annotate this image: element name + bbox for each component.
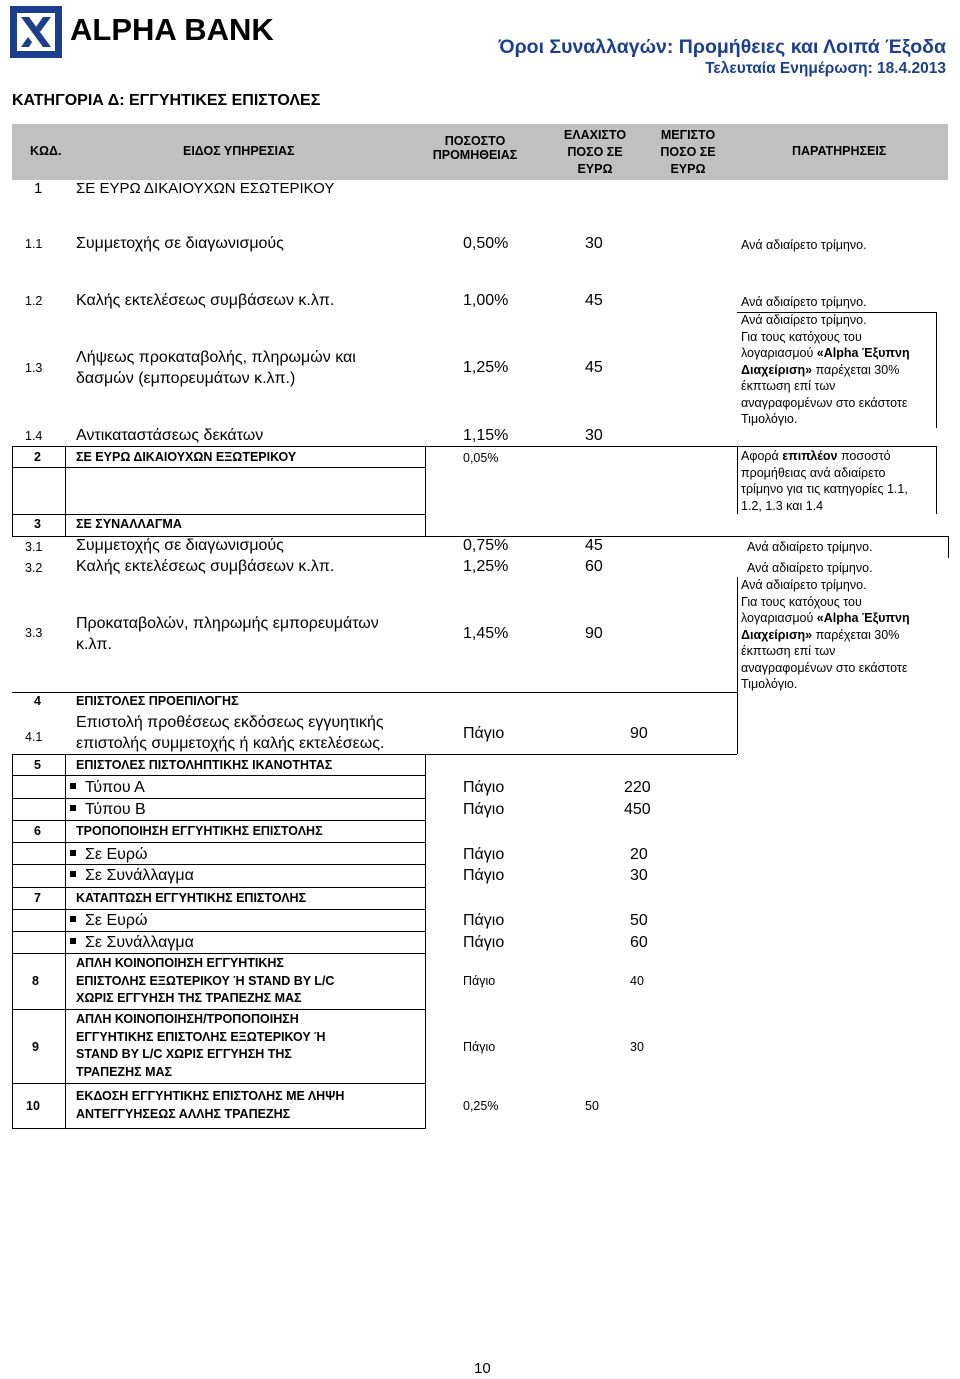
section-4-top-border: [12, 692, 737, 693]
row-1-3-service-line-2: δασμών (εμπορευμάτων κ.λπ.): [76, 370, 296, 387]
section-10-top-border: [12, 1083, 426, 1084]
lower-table-right-border: [425, 754, 426, 1128]
row-4-1-max: 90: [630, 725, 648, 742]
section-3-left-border: [12, 514, 13, 536]
row-7-fx-max: 60: [630, 934, 648, 951]
row-3-1-rate: 0,75%: [463, 537, 509, 554]
section-10-code: 10: [26, 1099, 40, 1113]
section-9-rate: Πάγιο: [463, 1040, 496, 1054]
section-6-top-border: [12, 820, 426, 821]
row-3-2-note: Ανά αδιαίρετο τρίμηνο.: [747, 561, 873, 575]
row-6-euro-max: 20: [630, 846, 648, 863]
section-2-rate: 0,05%: [463, 451, 499, 465]
row-1-4-min: 30: [585, 427, 603, 444]
row-5-type-b-rate: Πάγιο: [463, 801, 505, 818]
section-3-title: ΣΕ ΣΥΝΑΛΛΑΓΜΑ: [76, 517, 182, 531]
row-1-2-code: 1.2: [25, 294, 43, 308]
section-9-max: 30: [630, 1040, 644, 1054]
section-2-left-border: [12, 446, 13, 514]
row-5-type-a-rate: Πάγιο: [463, 779, 505, 796]
section-10-rate: 0,25%: [463, 1099, 499, 1113]
column-header-service: ΕΙΔΟΣ ΥΠΗΡΕΣΙΑΣ: [183, 144, 295, 158]
brand-name: ALPHA BANK: [70, 12, 274, 47]
section-2-notes-border: [737, 446, 738, 514]
section-7-code: 7: [34, 891, 41, 905]
lower-table-left-border: [12, 754, 13, 1128]
row-5-divider: [12, 798, 426, 799]
row-7-euro: Σε Ευρώ: [70, 912, 147, 930]
column-header-min: ΕΛΑΧΙΣΤΟ ΠΟΣΟ ΣΕ ΕΥΡΩ: [563, 128, 627, 176]
section-1-title: ΣΕ ΕΥΡΩ ΔΙΚΑΙΟΥΧΩΝ ΕΣΩΤΕΡΙΚΟΥ: [76, 180, 335, 197]
section-5-title: ΕΠΙΣΤΟΛΕΣ ΠΙΣΤΟΛΗΠΤΙΚΗΣ ΙΚΑΝΟΤΗΤΑΣ: [76, 758, 333, 772]
row-7-euro-max: 50: [630, 912, 648, 929]
section-7-title: ΚΑΤΑΠΤΩΣΗ ΕΓΓΥΗΤΙΚΗΣ ΕΠΙΣΤΟΛΗΣ: [76, 891, 307, 905]
row-1-2-note: Ανά αδιαίρετο τρίμηνο.: [741, 295, 867, 309]
section-7-top-border: [12, 887, 426, 888]
row-3-3-note: Ανά αδιαίρετο τρίμηνο. Για τους κατόχους του λογαριασμού «Alpha Έξυπνη Διαχείριση» παρέχεται 30% έκπτωση επί των αναγραφομένων στο εκάστοτε Τιμολόγιο.: [741, 578, 910, 691]
section-6-header-line: [12, 842, 426, 843]
row-3-1-min: 45: [585, 537, 603, 554]
row-1-4-code: 1.4: [25, 429, 43, 443]
note-box-1-3-right: [936, 312, 937, 428]
section-10-min: 50: [585, 1099, 599, 1113]
row-6-divider: [12, 864, 426, 865]
row-7-divider: [12, 931, 426, 932]
section-4-right-border: [737, 692, 738, 754]
document-title: Όροι Συναλλαγών: Προμήθειες και Λοιπά Έξοδα: [498, 36, 946, 58]
row-6-fx-rate: Πάγιο: [463, 867, 505, 884]
row-3-2-service: Καλής εκτελέσεως συμβάσεων κ.λπ.: [76, 558, 335, 575]
alpha-bank-logo: [10, 6, 62, 58]
section-5-header-line: [12, 775, 426, 776]
row-1-3-service-line-1: Λήψεως προκαταβολής, πληρωμών και: [76, 349, 356, 366]
row-3-1-service: Συμμετοχής σε διαγωνισμούς: [76, 537, 284, 554]
row-3-3-service-line-2: κ.λπ.: [76, 636, 112, 653]
row-5-type-b-max: 450: [624, 801, 651, 818]
row-3-2-min: 60: [585, 558, 603, 575]
row-3-3-code: 3.3: [25, 626, 43, 640]
row-1-3-min: 45: [585, 359, 603, 376]
row-1-2-service: Καλής εκτελέσεως συμβάσεων κ.λπ.: [76, 292, 335, 309]
row-1-4-rate: 1,15%: [463, 427, 509, 444]
row-3-1-right-border: [948, 536, 949, 558]
row-3-3-service-line-1: Προκαταβολών, πληρωμής εμπορευμάτων: [76, 615, 379, 632]
section-8-title: ΑΠΛΗ ΚΟΙΝΟΠΟΙΗΣΗ ΕΓΓΥΗΤΙΚΗΣ ΕΠΙΣΤΟΛΗΣ ΕΞΩΤΕΡΙΚΟΥ Ή STAND BY L/C ΧΩΡΙΣ ΕΓΓΥΗΣΗ ΤΗΣ ΤΡΑΠΕΖΗΣ ΜΑΣ: [76, 956, 335, 1005]
section-2-code-border: [65, 446, 66, 514]
page-number: 10: [474, 1360, 491, 1377]
row-3-3-rate: 1,45%: [463, 625, 509, 642]
row-1-3-note: Ανά αδιαίρετο τρίμηνο. Για τους κατόχους του λογαριασμού «Alpha Έξυπνη Διαχείριση» παρέχεται 30% έκπτωση επί των αναγραφομένων στο εκάστοτε Τιμολόγιο.: [741, 313, 910, 426]
row-1-2-rate: 1,00%: [463, 292, 509, 309]
section-10-title: ΕΚΔΟΣΗ ΕΓΓΥΗΤΙΚΗΣ ΕΠΙΣΤΟΛΗΣ ΜΕ ΛΗΨΗ ΑΝΤΕΓΓΥΗΣΕΩΣ ΑΛΛΗΣ ΤΡΑΠΕΖΗΣ: [76, 1089, 345, 1121]
row-6-euro: Σε Ευρώ: [70, 846, 147, 864]
row-1-2-min: 45: [585, 292, 603, 309]
section-6-title: ΤΡΟΠΟΠΟΙΗΣΗ ΕΓΓΥΗΤΙΚΗΣ ΕΠΙΣΤΟΛΗΣ: [76, 824, 323, 838]
section-5-code: 5: [34, 758, 41, 772]
section-9-code: 9: [32, 1040, 39, 1054]
row-4-1-rate: Πάγιο: [463, 725, 505, 742]
row-5-type-a-max: 220: [624, 779, 651, 796]
section-2-rate-border: [425, 446, 426, 514]
row-3-1-code: 3.1: [25, 540, 43, 554]
section-3-code-border: [65, 514, 66, 536]
row-5-type-a: Τύπου Α: [70, 779, 145, 797]
row-7-fx-rate: Πάγιο: [463, 934, 505, 951]
row-7-fx: Σε Συνάλλαγμα: [70, 934, 194, 952]
row-3-3-min: 90: [585, 625, 603, 642]
last-update: Τελευταία Ενημέρωση: 18.4.2013: [705, 60, 946, 77]
section-3-right-border: [425, 514, 426, 536]
section-8-top-border: [12, 953, 426, 954]
section-9-title: ΑΠΛΗ ΚΟΙΝΟΠΟΙΗΣΗ/ΤΡΟΠΟΠΟΙΗΣΗ ΕΓΓΥΗΤΙΚΗΣ ΕΠΙΣΤΟΛΗΣ ΕΞΩΤΕΡΙΚΟΥ Ή STAND BY L/C ΧΩΡΙΣ ΕΓΓΥΗΣΗ ΤΗΣ ΤΡΑΠΕΖΗΣ ΜΑΣ: [76, 1012, 326, 1079]
section-3-top-border: [12, 514, 426, 515]
section-4-title: ΕΠΙΣΤΟΛΕΣ ΠΡΟΕΠΙΛΟΓΗΣ: [76, 694, 239, 708]
row-4-1-service-line-2: επιστολής συμμετοχής ή καλής εκτελέσεως.: [76, 735, 385, 752]
lower-table-bottom-border: [12, 1128, 426, 1129]
section-2-inner-line: [12, 467, 426, 468]
section-4-code: 4: [34, 694, 41, 708]
row-3-1-note: Ανά αδιαίρετο τρίμηνο.: [747, 540, 873, 554]
section-1-code: 1: [34, 180, 43, 197]
section-2-right-border: [936, 446, 937, 514]
row-3-2-code: 3.2: [25, 561, 43, 575]
row-1-4-service: Αντικαταστάσεως δεκάτων: [76, 427, 264, 444]
section-8-code: 8: [32, 974, 39, 988]
section-2-top-border: [12, 446, 937, 447]
section-8-rate: Πάγιο: [463, 974, 496, 988]
row-1-3-code: 1.3: [25, 361, 43, 375]
section-2-title: ΣΕ ΕΥΡΩ ΔΙΚΑΙΟΥΧΩΝ ΕΞΩΤΕΡΙΚΟΥ: [76, 450, 297, 464]
row-1-1-min: 30: [585, 235, 603, 252]
row-5-type-b: Τύπου Β: [70, 801, 146, 819]
column-header-rate: ΠΟΣΟΣΤΟ ΠΡΟΜΗΘΕΙΑΣ: [432, 134, 518, 162]
row-6-fx: Σε Συνάλλαγμα: [70, 867, 194, 885]
row-1-1-rate: 0,50%: [463, 235, 509, 252]
section-9-top-border: [12, 1009, 426, 1010]
section-3-code: 3: [34, 517, 41, 531]
section-2-code: 2: [34, 450, 41, 464]
category-title: ΚΑΤΗΓΟΡΙΑ Δ: ΕΓΓΥΗΤΙΚΕΣ ΕΠΙΣΤΟΛΕΣ: [12, 92, 321, 109]
section-6-code: 6: [34, 824, 41, 838]
section-8-max: 40: [630, 974, 644, 988]
column-header-max: ΜΕΓΙΣΤΟ ΠΟΣΟ ΣΕ ΕΥΡΩ: [660, 128, 716, 176]
row-7-euro-rate: Πάγιο: [463, 912, 505, 929]
note-box-3-3-left: [737, 577, 738, 692]
section-7-header-line: [12, 909, 426, 910]
lower-table-code-border: [65, 754, 66, 1128]
section-5-top-border: [12, 754, 737, 755]
column-header-notes: ΠΑΡΑΤΗΡΗΣΕΙΣ: [792, 144, 887, 158]
row-4-1-service-line-1: Επιστολή προθέσεως εκδόσεως εγγυητικής: [76, 714, 384, 731]
row-1-1-service: Συμμετοχής σε διαγωνισμούς: [76, 235, 284, 252]
section-2-note: Αφορά επιπλέον ποσοστό προμήθειας ανά αδιαίρετο τρίμηνο για τις κατηγορίες 1.1, 1.2, 1.3 και 1.4: [741, 449, 908, 513]
row-1-1-code: 1.1: [25, 237, 43, 251]
row-4-1-code: 4.1: [25, 730, 43, 744]
row-1-3-rate: 1,25%: [463, 359, 509, 376]
column-header-code: ΚΩΔ.: [30, 144, 62, 158]
row-6-fx-max: 30: [630, 867, 648, 884]
alpha-logo-icon: [17, 13, 55, 51]
row-1-1-note: Ανά αδιαίρετο τρίμηνο.: [741, 238, 867, 252]
row-6-euro-rate: Πάγιο: [463, 846, 505, 863]
row-3-2-rate: 1,25%: [463, 558, 509, 575]
